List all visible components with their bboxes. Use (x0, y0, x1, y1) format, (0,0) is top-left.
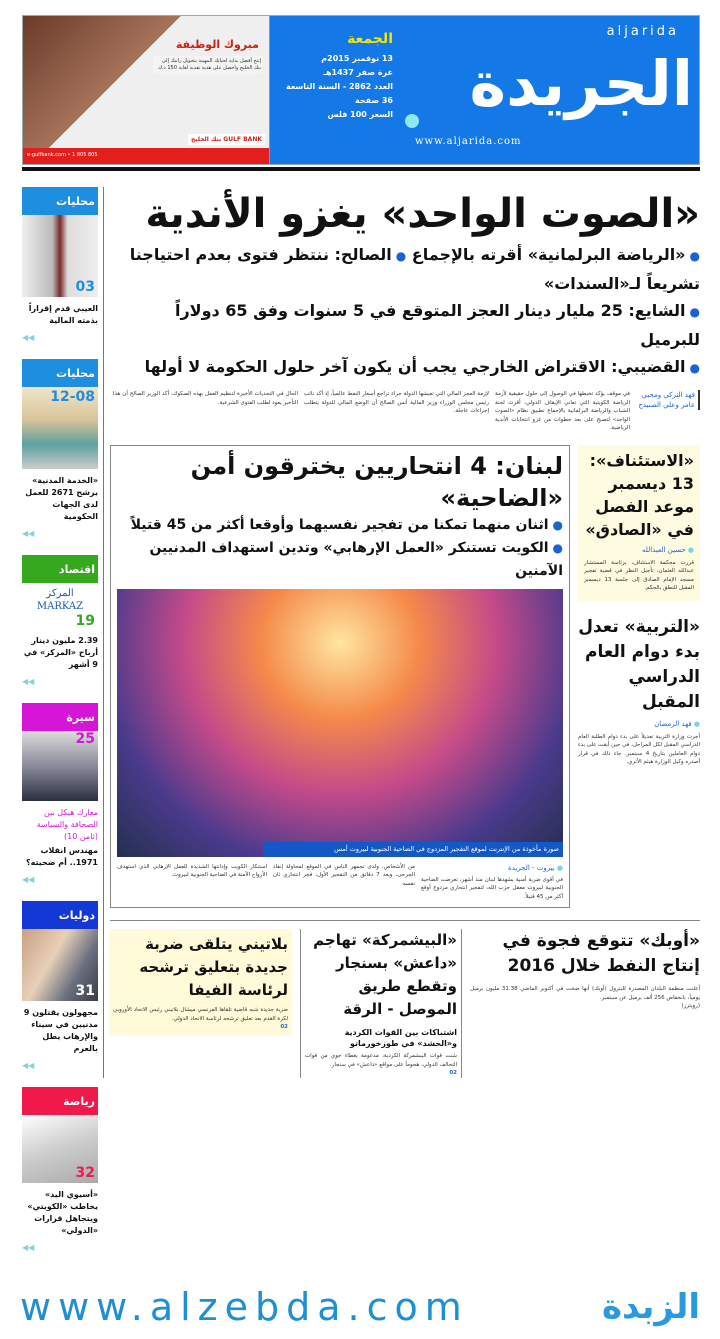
lebanon-column-1-wrap (421, 863, 563, 902)
right-column (578, 445, 700, 767)
appeal-text: قررت محكمة الاستئناف، برئاسة المستشار عبدالله العثمان، تأجيل النظر في قضية تفجير مسجد الإمام الصادق إلى جلسة 13 ديسمبر المقبل للنطق بالحكم. (584, 559, 694, 591)
lebanon-column-1: في أقوى ضربة أمنية يشهدها لبنان منذ أشهر، تعرضت الضاحية الجنوبية لبيروت معقل حزب الله، لتفجير انتحاري مزدوج أوقع أكثر من 45 قتيلاً. (421, 876, 563, 900)
logo-latin: aljarida (606, 24, 679, 39)
website-url[interactable]: www.aljarida.com (415, 136, 522, 147)
masthead (22, 15, 700, 165)
section-tag: رياضة (22, 1087, 98, 1115)
arrow-icon: ◀◀ (22, 1061, 35, 1070)
alzebda-url[interactable]: www.alzebda.com (20, 1285, 469, 1329)
bottom-stories (110, 920, 700, 1078)
markaz-logo: المركز MARKAZ (36, 588, 84, 612)
bullet-icon: ● (552, 540, 563, 555)
sidebar-item-sports[interactable] (22, 1087, 98, 1253)
platini-headline[interactable]: بلاتيني يتلقى ضربة جديدة بتعليق ترشحه لرئاسة الفيفا (139, 935, 288, 999)
opec-source: (رويترز) (681, 1003, 700, 1009)
issue-info (269, 16, 399, 164)
bullet-text: القضيبي: الاقتراض الخارجي يجب أن يكون آخر حلول الحكومة لا أولها (144, 357, 686, 376)
thumbnail (22, 731, 98, 801)
main-column-1: في موقف يؤكد تخبطها في الوصول إلى حلول حقيقية لأزمة الرياضة الكويتية التي تعاني الإيقاف الدولي، أقرت لجنة الشباب والرياضة البرلمانية بالإجماع تطبيق نظام «الصوت الواحد» لتصبح على بعد خطوات من غزو انتخابات الأندية الرياضية. (495, 391, 630, 431)
bullet-icon: ● (689, 305, 700, 319)
photo-caption: صورة مأخوذة من الإنترنت لموقع التفجير المزدوج في الضاحية الجنوبية لبيروت أمس (263, 842, 563, 857)
page-number: 31 (75, 983, 95, 999)
section-tag: سيرة (22, 703, 98, 731)
main-bullets (110, 241, 700, 382)
page-content (22, 187, 700, 1269)
page-number: 32 (75, 1165, 95, 1181)
page-number: 19 (75, 613, 95, 629)
peshmerga-story (300, 929, 462, 1078)
alzebda-logo: الزبدة (601, 1287, 700, 1327)
main-area (103, 187, 700, 1078)
page-number: 03 (75, 279, 95, 295)
aljarida-logo (399, 16, 699, 164)
page-number: 25 (75, 731, 95, 747)
lebanon-dateline: ● بيروت - الجريدة (421, 863, 563, 873)
arrow-icon: ◀◀ (22, 677, 35, 686)
bullet-icon: ● (689, 249, 700, 263)
peshmerga-headline[interactable]: «البيشمركة» تهاجم «داعش» بسنجار وتقطع طريق الموصل - الرقة (313, 931, 457, 1018)
thumbnail (22, 1115, 98, 1183)
bullet-icon: ● (552, 517, 563, 532)
teaser-caption: مهندس انقلاب 1971.. أم ضحيته؟ (25, 846, 98, 867)
bullet-text: اثنان منهما تمكنا من تفجير نفسيهما وأوقعا أكثر من 45 قتيلاً (130, 516, 549, 533)
issue-price: السعر 100 فلس (327, 110, 393, 119)
lebanon-bullets (117, 514, 563, 583)
lebanon-columns (117, 863, 563, 902)
section-tag: محليات (22, 359, 98, 387)
teaser-caption: «الخدمة المدنية» يرشح 2671 للعمل لدى الجهات الحكومية (25, 476, 98, 521)
education-text: أجرت وزارة التربية تعديلاً على بدء دوام الطلبة العام الدراسي المقبل لكل المراحل، في حين أبقت على بدء دوام العاملين بتاريخ 4 سبتمبر. جاء ذلك في قرار أصدره وكيل الوزارة هيثم الأثري. (577, 733, 700, 765)
sidebar-item-biography[interactable] (22, 703, 98, 885)
issue-day: الجمعة (347, 31, 393, 47)
teaser-caption: 2.39 مليون دينار أرباح «المركز» في 9 أشهر (23, 636, 98, 669)
sidebar (22, 187, 98, 1269)
opec-text: أعلنت منظمة البلدان المصدرة للبترول (أوبك) أنها ضخت في أكتوبر الماضي 31.38 مليون برميل يومياً، بانخفاض 256 ألف برميل عن سبتمبر. (470, 986, 700, 1001)
thumbnail (22, 215, 98, 297)
appeal-court-story (578, 445, 700, 601)
bullet-text: الكويت تستنكر «العمل الإرهابي» وتدين استهداف المدنيين الآمنين (149, 539, 563, 579)
lower-stories (110, 445, 700, 909)
issue-date: 13 نوفمبر 2015م (321, 54, 393, 63)
sidebar-item-international[interactable] (22, 901, 98, 1071)
page-number: 12-08 (50, 389, 95, 405)
bullet-text: الشايع: 25 مليار دينار العجز المتوقع في 5 سنوات وفق 65 دولاراً للبرميل (174, 301, 700, 349)
sidebar-item-local-1[interactable] (22, 187, 98, 343)
arrow-icon: ◀◀ (22, 333, 35, 342)
teaser-caption: العيبي قدم إقراراً بذمته المالية (28, 304, 98, 325)
main-bullet (110, 353, 700, 382)
thumbnail (22, 929, 98, 1001)
page-ref[interactable]: 02 (449, 1070, 457, 1076)
lebanon-column-2: من الأشخاص، ولدى تجمهر الناس في الموقع لمحاولة إنقاذ الجرحى، وبعد 7 دقائق من التفجير الأول، فجر انتحاري ثان نفسه. (273, 863, 415, 887)
arrow-icon: ◀◀ (22, 875, 35, 884)
main-columns (110, 390, 700, 433)
issue-hijri-date: غرة صفر 1437هـ (323, 68, 393, 77)
bullet-icon: ● (689, 361, 700, 375)
ad-title: مبروك الوظيفة (175, 38, 259, 51)
main-headline[interactable]: «الصوت الواحد» يغزو الأندية (145, 191, 700, 237)
opec-story (470, 929, 700, 1011)
arrow-icon: ◀◀ (22, 529, 35, 538)
main-bullet (110, 297, 700, 353)
teaser-caption: «أسيوي اليد» يخاطب «الكويتي» ويتجاهل قرارات «الدولي» (27, 1190, 98, 1235)
explosion-photo (117, 589, 563, 857)
education-headline[interactable]: «التربية» تعدل بدء دوام العام الدراسي المقبل (578, 616, 700, 712)
bullet-icon: ● (395, 249, 407, 263)
opec-headline[interactable]: «أوبك» تتوقع فجوة في إنتاج النفط خلال 2016 (502, 931, 700, 976)
appeal-byline: ● حسين العبدالله (584, 545, 694, 555)
issue-number: العدد 2862 - السنة التاسعة (286, 82, 393, 91)
arrow-icon: ◀◀ (22, 1243, 35, 1252)
peshmerga-text: شنت قوات البيشمركة الكردية، مدعومة بغطاء جوي من قوات التحالف الدولي، هجوماً على مواقع «داعش» في سنجار. (305, 1053, 457, 1068)
issue-pages: 36 صفحة (354, 96, 393, 105)
lebanon-story (110, 445, 570, 909)
teaser-subcaption: معارك هيكل بين الصحافة والسياسة (ثامن 10) (36, 808, 98, 841)
teaser-caption: مجهولون يقتلون 9 مدنيين في سيناء والإرهاب يطل بالعرم (23, 1008, 98, 1053)
lebanon-headline[interactable]: لبنان: 4 انتحاريين يخترقون أمن «الضاحية» (190, 451, 563, 512)
logo-arabic: الجريدة (469, 47, 693, 120)
sidebar-item-economy[interactable] (22, 555, 98, 687)
bullet-text: الصالح: ننتظر فتوى بعدم احتياجنا تشريعاً لـ«السندات» (129, 245, 700, 293)
peshmerga-subheadline: اشتباكات بين القوات الكردية و«الحشد» في طوزخورماتو (344, 1028, 457, 1048)
section-tag: اقتصاد (22, 555, 98, 583)
education-story (578, 615, 700, 767)
main-bullet (110, 241, 700, 297)
logo-dot (405, 114, 419, 128)
masthead-banner (269, 16, 699, 164)
sidebar-item-local-2[interactable] (22, 359, 98, 539)
masthead-divider (22, 167, 700, 171)
footer (20, 1285, 700, 1329)
thumbnail (22, 387, 98, 469)
education-byline: ● فهد الرمضان (578, 719, 700, 729)
page-ref[interactable]: 02 (280, 1024, 288, 1030)
ad-text: إنتج أفضل بداية لحياتك المهنية بتحويل راتبك إلى بنك الخليج واحصل على هدية نقدية لغاية 150 د.ك (153, 56, 263, 74)
platini-text: ضربة جديدة شبه قاضية تلقاها الفرنسي ميشال بلاتيني رئيس الاتحاد الأوروبي لكرة القدم بعد تعليق ترشحه لرئاسة الاتحاد الدولي. (113, 1007, 288, 1022)
main-column-2: لإزمة العجز المالي التي تعيشها الدولة جراء تراجع أسعار النفط عالمياً، إذ أكد نائب رئيس مجلس الوزراء وزير المالية أنس الصالح أن الوضع المالي للدولة يتطلب إجراءات عاجلة. (304, 391, 489, 414)
ad-contact: e-gulfbank.com • 1 805 805 (23, 148, 269, 164)
lebanon-column-3: استنكار الكويت وإدانتها الشديدة للعمل الإرهابي الذي استهدف الأرواح الآمنة في الضاحية الجنوبية لبيروت. (117, 863, 267, 878)
bullet-text: «الرياضة البرلمانية» أقرته بالإجماع (411, 245, 686, 264)
appeal-headline[interactable]: «الاستئناف»: 13 ديسمبر موعد الفصل في «الصادق» (585, 450, 694, 539)
gulf-bank-advertisement[interactable] (23, 16, 269, 164)
lebanon-bullet (117, 514, 563, 537)
main-column-3: الحال في التحديات الأخيرة لتنظيم العمل بهذه الصكوك، أكد الوزير الصالح أن هذا التأخير يعود لطلب الفتوى الشرعية. (113, 391, 298, 406)
main-byline: فهد التركي ومحيي عامر وعلي الصنيدح (636, 390, 700, 410)
section-tag: محليات (22, 187, 98, 215)
section-tag: دوليات (22, 901, 98, 929)
platini-story (109, 929, 292, 1036)
lebanon-bullet (117, 537, 563, 583)
gulf-bank-logo: بنك الخليج GULF BANK (188, 134, 265, 145)
